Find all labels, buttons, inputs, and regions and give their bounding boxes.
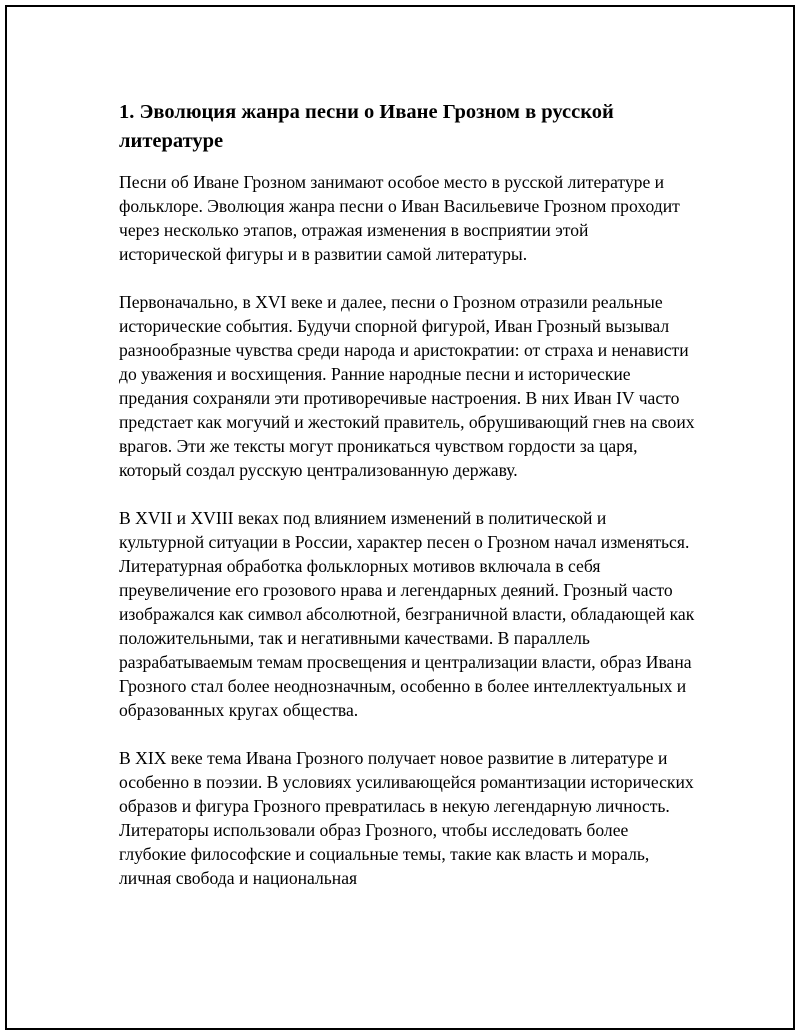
paragraph-intro: Песни об Иване Грозном занимают особое место в русской литературе и фольклоре. Эволюция жанра песни о Иван Васильевиче Грозном проходит через несколько этапов, отражая изменения в восприятии этой исторической фигуры и в развитии самой литературы. [119,172,680,264]
paragraph-xix-century: В XIX веке тема Ивана Грозного получает новое развитие в литературе и особенно в поэзии. В условиях усиливающейся романтизации исторических образов и фигура Грозного превратилась в некую легендарную личность. Литераторы использовали образ Грозного, чтобы исследовать более глубокие философские и социальные темы, такие как власть и мораль, личная свобода и национальная [119,748,694,888]
page-frame [5,5,795,1030]
section-heading: 1. Эволюция жанра песни о Иване Грозном в русской литературе [119,101,614,152]
paragraph-xvi-century: Первоначально, в XVI веке и далее, песни о Грозном отразили реальные исторические события. Будучи спорной фигурой, Иван Грозный вызывал разнообразные чувства среди народа и аристократии: от страха и ненависти до уважения и восхищения. Ранние народные песни и исторические предания сохраняли эти противоречивые настроения. В них Иван IV часто предстает как могучий и жестокий правитель, обрушивающий гнев на своих врагов. Эти же тексты могут проникаться чувством гордости за царя, который создал русскую централизованную державу. [119,292,695,480]
paragraph-xvii-xviii-century: В XVII и XVIII веках под влиянием изменений в политической и культурной ситуации в России, характер песен о Грозном начал изменяться. Литературная обработка фольклорных мотивов включала в себя преувеличение его грозового нрава и легендарных деяний. Грозный часто изображался как символ абсолютной, безграничной власти, обладающей как положительными, так и негативными качествами. В параллель разрабатываемым темам просвещения и централизации власти, образ Ивана Грозного стал более неоднозначным, особенно в более интеллектуальных и образованных кругах общества. [119,508,695,720]
document-body [119,98,695,914]
